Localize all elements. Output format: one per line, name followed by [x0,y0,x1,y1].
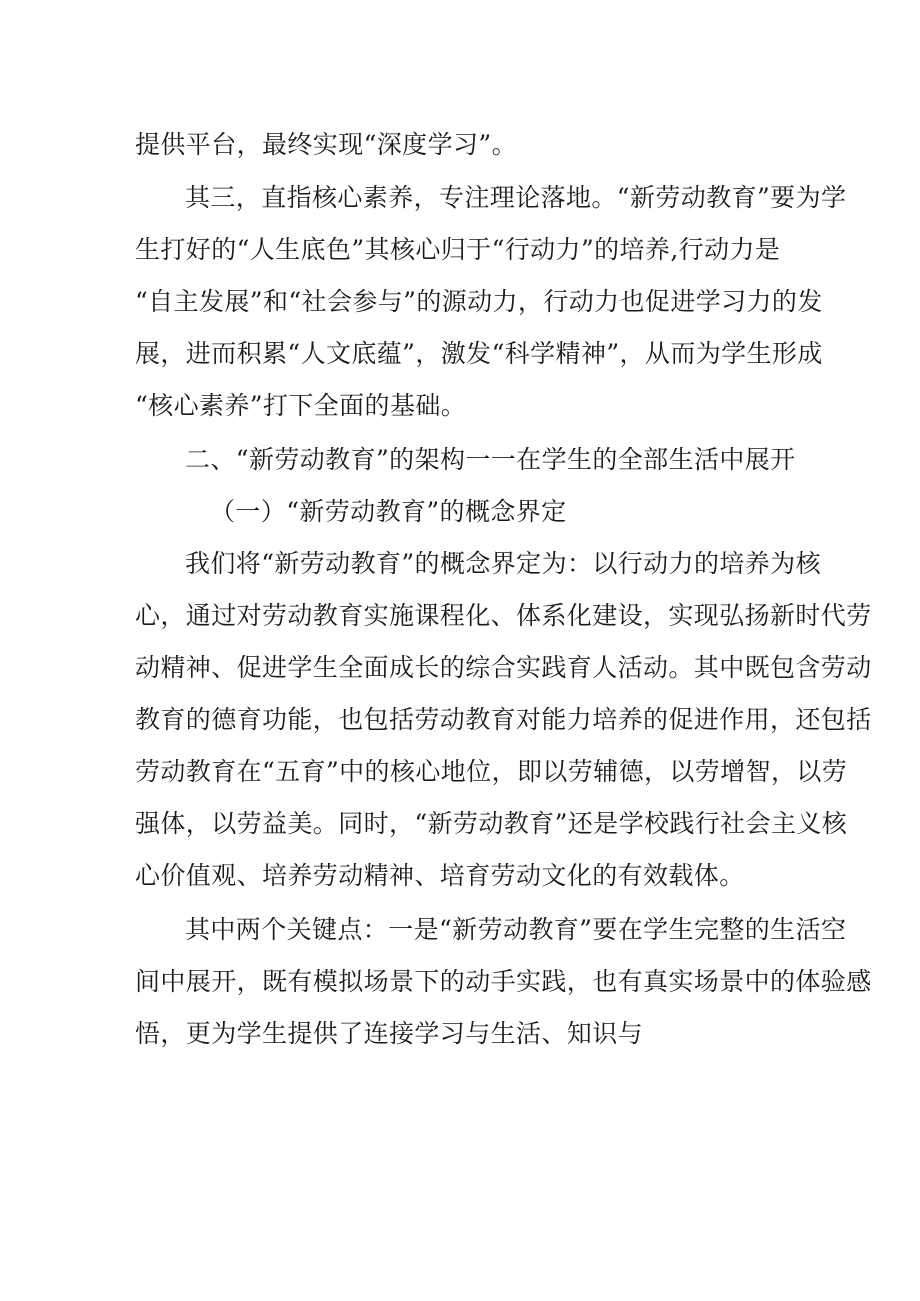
text-line-2: 其三，直指核心素养，专注理论落地。“新劳动教育”要为学 [185,183,847,212]
text-line-12: 教育的德育功能，也包括劳动教育对能力培养的促进作用，还包括 [135,705,872,734]
text-line-5: 展，进而积累“人文底蕴”，激发“科学精神”，从而为学生形成 [135,339,823,368]
text-line-11: 动精神、促进学生全面成长的综合实践育人活动。其中既包含劳动 [135,653,872,682]
section-heading: 二、“新劳动教育”的架构一一在学生的全部生活中展开 [185,445,796,474]
text-line-10: 心，通过对劳动教育实施课程化、体系化建设，实现弘扬新时代劳 [135,601,872,630]
text-line-16: 其中两个关键点：一是“新劳动教育”要在学生完整的生活空 [185,915,847,944]
text-line-17: 间中展开，既有模拟场景下的动手实践，也有真实场景中的体验感 [135,967,872,996]
text-line-15: 心价值观、培养劳动精神、培育劳动文化的有效载体。 [135,861,745,890]
text-line-13: 劳动教育在“五育”中的核心地位，即以劳辅德，以劳增智，以劳 [135,757,848,786]
text-line-4: “自主发展”和“社会参与”的源动力，行动力也促进学习力的发 [135,287,823,316]
text-line-18: 悟，更为学生提供了连接学习与生活、知识与 [135,1019,644,1048]
text-line-3: 生打好的“人生底色”其核心归于“行动力”的培养,行动力是 [135,235,781,264]
text-line-14: 强体，以劳益美。同时，“新劳动教育”还是学校践行社会主义核 [135,809,848,838]
text-line-9: 我们将“新劳动教育”的概念界定为：以行动力的培养为核 [185,549,821,578]
subsection-heading: （一）“新劳动教育”的概念界定 [210,497,567,526]
text-line-6: “核心素养”打下全面的基础。 [135,391,467,420]
text-line-1: 提供平台，最终实现“深度学习”。 [135,130,517,159]
